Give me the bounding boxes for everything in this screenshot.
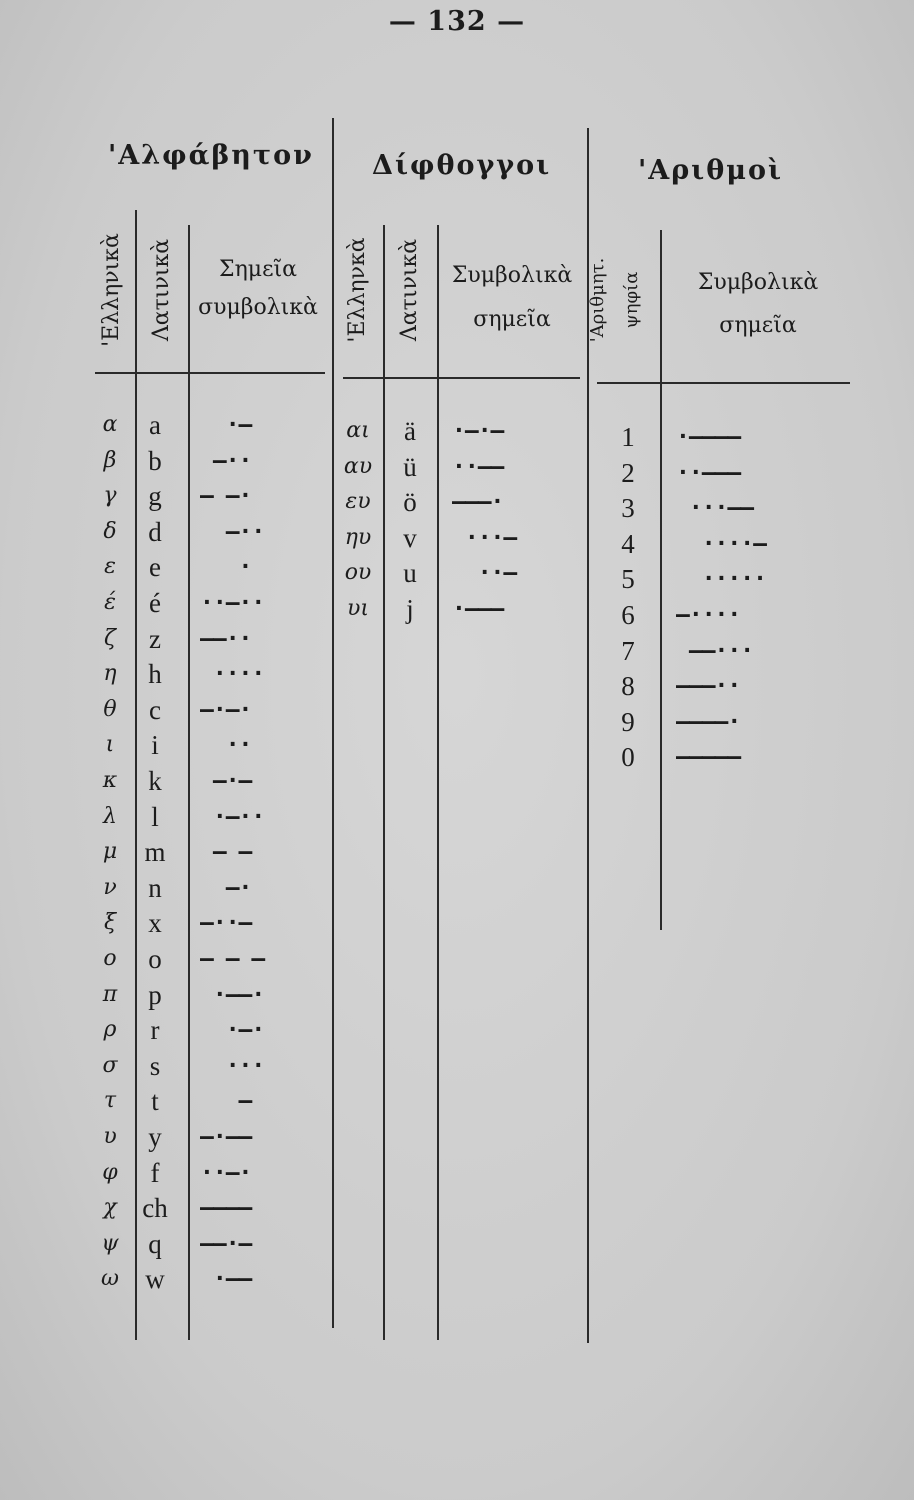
alphabet-latin-letter: f — [150, 1157, 160, 1188]
alphabet-morse-code: — —· — [200, 483, 252, 510]
number-morse-code: ·———— — [676, 424, 741, 450]
alphabet-morse-code: —·—— — [200, 1124, 252, 1150]
alphabet-latin-letter: d — [148, 516, 162, 547]
alphabet-greek-letter: κ — [102, 768, 118, 793]
diphthong-latin: j — [406, 594, 414, 624]
alphabet-latin-letter: s — [149, 1050, 161, 1081]
alphabet-latin-letter: l — [151, 801, 159, 832]
number-morse-code: ····— — [676, 530, 766, 557]
alphabet-morse-code: ···· — [200, 661, 265, 688]
diphthong-morse-code: ···— — [452, 524, 517, 551]
page-number: — 132 — — [388, 6, 526, 37]
alphabet-greek-letter: θ — [103, 696, 117, 722]
alphabet-greek-letter: έ — [104, 590, 116, 615]
number-digit: 9 — [621, 706, 635, 737]
col-header-num-signs-line2: σημεῖα — [719, 313, 797, 338]
section-title-numbers: 'Αριθμοὶ — [638, 155, 784, 186]
diphthong-morse-code: ··—— — [452, 453, 504, 480]
number-digit: 0 — [621, 742, 635, 773]
alphabet-greek-letter: φ — [102, 1159, 118, 1185]
alphabet-latin-letter: y — [148, 1122, 162, 1152]
alphabet-morse-code: ·—·· — [200, 803, 265, 830]
diphthong-greek: ευ — [345, 489, 371, 515]
diphthong-morse-code: ·——— — [452, 596, 504, 622]
number-digit: 6 — [621, 600, 635, 630]
number-digit: 4 — [621, 528, 635, 559]
col-header-num-signs-line1: Συμβολικὰ — [697, 270, 819, 295]
alphabet-greek-letter: ρ — [103, 1017, 117, 1043]
col-header-greek: 'Ελληνικὰ — [99, 233, 124, 347]
alphabet-greek-letter: ι — [105, 732, 115, 758]
alphabet-greek-letter: ν — [103, 874, 117, 900]
alphabet-latin-letter: q — [148, 1228, 162, 1259]
alphabet-morse-code: ·——· — [200, 981, 265, 1008]
alphabet-morse-code: ··· — [200, 1052, 265, 1079]
number-morse-code: ————— — [676, 744, 741, 771]
alphabet-latin-letter: o — [148, 944, 162, 974]
alphabet-morse-code: ·— — [200, 412, 252, 438]
diphthong-greek: υι — [347, 596, 369, 621]
col-header-diph-signs-line1: Συμβολικὰ — [451, 263, 573, 288]
diphthong-morse-code: ··— — [452, 560, 517, 587]
alphabet-morse-code: ·—— — [200, 1266, 252, 1293]
alphabet-morse-code: —·· — [200, 447, 252, 474]
alphabet-latin-letter: m — [144, 837, 166, 868]
alphabet-greek-letter: γ — [103, 483, 117, 509]
column-rule-alpha-1 — [135, 210, 137, 1340]
number-morse-code: ····· — [676, 566, 766, 593]
number-morse-code: ——··· — [676, 637, 754, 664]
alphabet-morse-code: —·· — [200, 518, 265, 545]
alphabet-greek-letter: υ — [103, 1124, 117, 1149]
alphabet-morse-code: ———— — [200, 1195, 252, 1222]
alphabet-morse-code: · — [200, 554, 252, 581]
alphabet-latin-letter: b — [148, 445, 162, 476]
alphabet-morse-code: ··—· — [200, 1159, 252, 1186]
alphabet-latin-letter: r — [150, 1015, 160, 1046]
alphabet-morse-code: ··—·· — [200, 590, 265, 616]
col-header-num-digits-line2: ψηφία — [621, 271, 642, 329]
alphabet-latin-letter: i — [151, 730, 159, 761]
number-digit: 8 — [621, 671, 635, 702]
alphabet-greek-letter: π — [102, 981, 118, 1007]
alphabet-morse-code: —·— — [200, 768, 252, 794]
alphabet-latin-letter: é — [149, 588, 161, 618]
column-rule-diph-1 — [383, 225, 385, 1340]
alphabet-morse-code: —·—· — [200, 696, 252, 723]
diphthong-latin: v — [403, 522, 417, 553]
alphabet-latin-letter: g — [148, 481, 162, 512]
alphabet-morse-code: —· — [200, 874, 252, 901]
alphabet-greek-letter: λ — [103, 803, 117, 829]
alphabet-latin-letter: k — [148, 766, 162, 796]
number-morse-code: ··——— — [676, 459, 741, 486]
number-digit: 1 — [621, 422, 635, 452]
alphabet-morse-code: ——·· — [200, 625, 252, 652]
alphabet-morse-code: ·—· — [200, 1017, 265, 1044]
number-morse-code: ————· — [676, 708, 741, 735]
alphabet-greek-letter: ψ — [101, 1230, 119, 1256]
alphabet-latin-letter: x — [148, 908, 162, 939]
col-header-num-digits-line1: 'Αριθμητ. — [587, 257, 608, 343]
alphabet-latin-letter: t — [151, 1086, 159, 1117]
section-title-alphabet: 'Αλφάβητον — [108, 140, 314, 171]
alphabet-greek-letter: ω — [101, 1266, 119, 1292]
alphabet-morse-code: — — — — [200, 946, 265, 972]
diphthong-latin: ö — [403, 487, 417, 518]
alphabet-greek-letter: τ — [103, 1088, 117, 1114]
alphabet-greek-letter: ο — [103, 946, 117, 971]
diphthong-latin: ü — [403, 451, 417, 482]
alphabet-latin-letter: e — [149, 552, 161, 583]
alphabet-greek-letter: ζ — [104, 625, 116, 651]
col-header-latin: Λατινικὰ — [149, 238, 174, 342]
alphabet-greek-letter: σ — [102, 1052, 118, 1078]
alphabet-greek-letter: η — [103, 661, 117, 687]
col-header-signs-line1: Σημεῖα — [219, 257, 297, 282]
alphabet-latin-letter: z — [149, 623, 161, 654]
diphthong-latin: ä — [404, 416, 416, 446]
number-digit: 7 — [621, 635, 635, 666]
diphthong-greek: ηυ — [344, 524, 372, 550]
number-morse-code: ———·· — [676, 673, 741, 700]
col-header-diph-greek: 'Ελληνκὰ — [345, 237, 370, 343]
section-title-diphthongs: Δίφθογγοι — [372, 150, 552, 181]
number-digit: 5 — [621, 564, 635, 595]
header-rule-diphthongs — [343, 377, 580, 379]
alphabet-morse-code: ——·— — [200, 1230, 252, 1257]
alphabet-greek-letter: δ — [103, 518, 117, 544]
alphabet-latin-letter: w — [145, 1264, 165, 1295]
alphabet-latin-letter: p — [148, 979, 162, 1010]
alphabet-greek-letter: ξ — [103, 910, 117, 936]
alphabet-latin-letter: ch — [142, 1193, 168, 1224]
col-header-diph-signs-line2: σημεῖα — [473, 307, 551, 332]
number-digit: 2 — [621, 457, 635, 488]
column-rule-alpha-2 — [188, 225, 190, 1340]
number-morse-code: ···—— — [676, 495, 754, 522]
alphabet-greek-letter: α — [102, 412, 118, 437]
col-header-signs-line2: συμβολικὰ — [198, 295, 318, 320]
alphabet-greek-letter: μ — [102, 839, 118, 865]
diphthong-morse-code: ·—·— — [452, 418, 504, 444]
col-header-diph-latin: Λατινικὰ — [397, 238, 422, 342]
number-morse-code: —···· — [676, 602, 741, 628]
alphabet-morse-code: ·· — [200, 732, 252, 759]
alphabet-morse-code: —··— — [200, 910, 252, 937]
alphabet-greek-letter: ε — [104, 554, 116, 580]
alphabet-greek-letter: χ — [103, 1195, 117, 1221]
diphthong-greek: ου — [344, 560, 372, 586]
diphthong-morse-code: ———· — [452, 489, 504, 516]
alphabet-morse-code: — — — [200, 839, 252, 866]
header-rule-numbers — [597, 382, 850, 384]
diphthong-latin: u — [403, 558, 417, 589]
alphabet-latin-letter: h — [148, 659, 162, 690]
section-divider-1 — [332, 118, 334, 1328]
header-rule-alphabet — [95, 372, 325, 374]
alphabet-greek-letter: β — [103, 447, 117, 473]
column-rule-diph-2 — [437, 225, 439, 1340]
alphabet-latin-letter: c — [149, 694, 161, 725]
diphthong-greek: αυ — [343, 453, 373, 479]
diphthong-greek: αι — [346, 418, 370, 443]
alphabet-latin-letter: n — [148, 872, 162, 903]
alphabet-morse-code: — — [200, 1088, 252, 1115]
alphabet-latin-letter: a — [149, 410, 161, 440]
number-digit: 3 — [621, 493, 635, 524]
